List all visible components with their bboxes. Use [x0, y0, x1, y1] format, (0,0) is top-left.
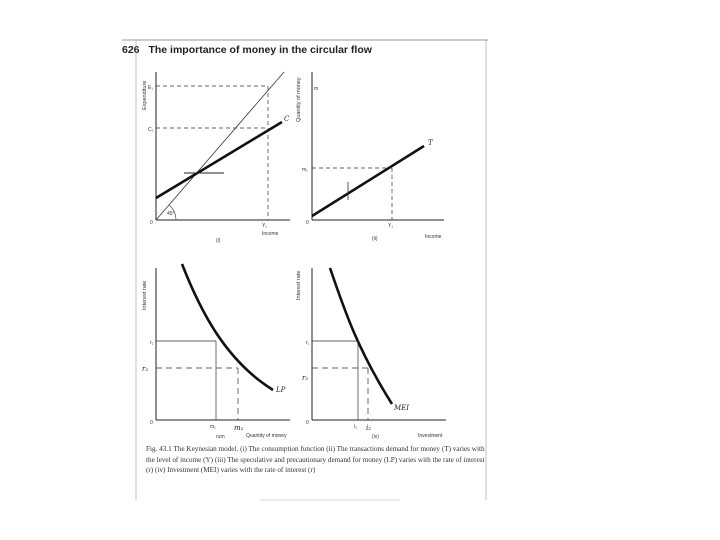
p2-x-axis-label: Income [425, 234, 442, 240]
p3-r2-label: r₂ [142, 365, 149, 373]
p3-x-unit-label: rum [216, 434, 225, 440]
p4-mei-curve [330, 268, 392, 404]
page-title: The importance of money in the circular flow [148, 44, 372, 56]
p4-curve-label: MEI [394, 404, 410, 412]
p1-origin: 0 [150, 220, 153, 226]
p4-i1-label: i₁ [354, 424, 357, 430]
p2-curve-label: T [428, 139, 433, 147]
p2-transactions-curve [312, 146, 424, 216]
p1-x-axis-label: Income [262, 231, 279, 237]
page-number: 626 [122, 44, 140, 56]
p1-curve-label: C [284, 115, 290, 123]
p2-m-top-label: m [314, 86, 319, 92]
p1-c1-label: C₁ [148, 127, 154, 133]
p4-r2-label: r₂ [302, 374, 309, 382]
p4-y-axis-label: Interest rate [296, 270, 302, 300]
p3-m2-label: m₂ [234, 424, 244, 432]
p3-y-axis-label: Interest rate [142, 280, 148, 310]
panel-i [142, 72, 290, 244]
p2-m1-label: m₁ [302, 167, 308, 173]
panel-iii [142, 264, 290, 440]
p3-curve-label: LP [276, 386, 286, 394]
p1-consumption-curve [156, 122, 282, 198]
figure-caption: Fig. 43.1 The Keynesian model. (i) The consumption function (ii) The transactions demand for money (T) varies with the level of income (Y) (iii) The speculative and precautionary demand for money (LP) varies with the rate of interest (r) (iv) Investment (MEI) varies with the rate of interest (r) [146, 445, 485, 474]
panel-ii [296, 72, 444, 242]
p1-panel-label: (i) [216, 238, 221, 244]
p4-origin: 0 [306, 420, 309, 426]
p1-e1-label: E₁ [148, 85, 154, 91]
p1-angle-label: 45° [167, 211, 175, 217]
panel-iv [296, 268, 446, 440]
p3-r1-label: r₁ [150, 340, 154, 346]
p1-y-axis-label: Expenditure [142, 80, 148, 110]
p1-45-line [156, 72, 284, 220]
p1-y1-label: Y₁ [262, 223, 268, 229]
p3-origin: 0 [150, 420, 153, 426]
p4-r1-label: r₁ [306, 340, 310, 346]
p4-i2-label: i₂ [366, 424, 372, 432]
p2-origin: 0 [306, 220, 309, 226]
p2-y-axis-label: Quantity of money [296, 77, 302, 122]
p2-panel-label: (ii) [372, 236, 378, 242]
p4-panel-label: (iv) [372, 434, 379, 440]
p3-x-axis-label: Quantity of money [246, 433, 287, 439]
p4-x-axis-label: Investment [418, 433, 443, 439]
p3-lp-curve [182, 264, 273, 390]
p3-m1-label: m₁ [210, 424, 216, 430]
p2-y1-label: Y₁ [388, 223, 394, 229]
